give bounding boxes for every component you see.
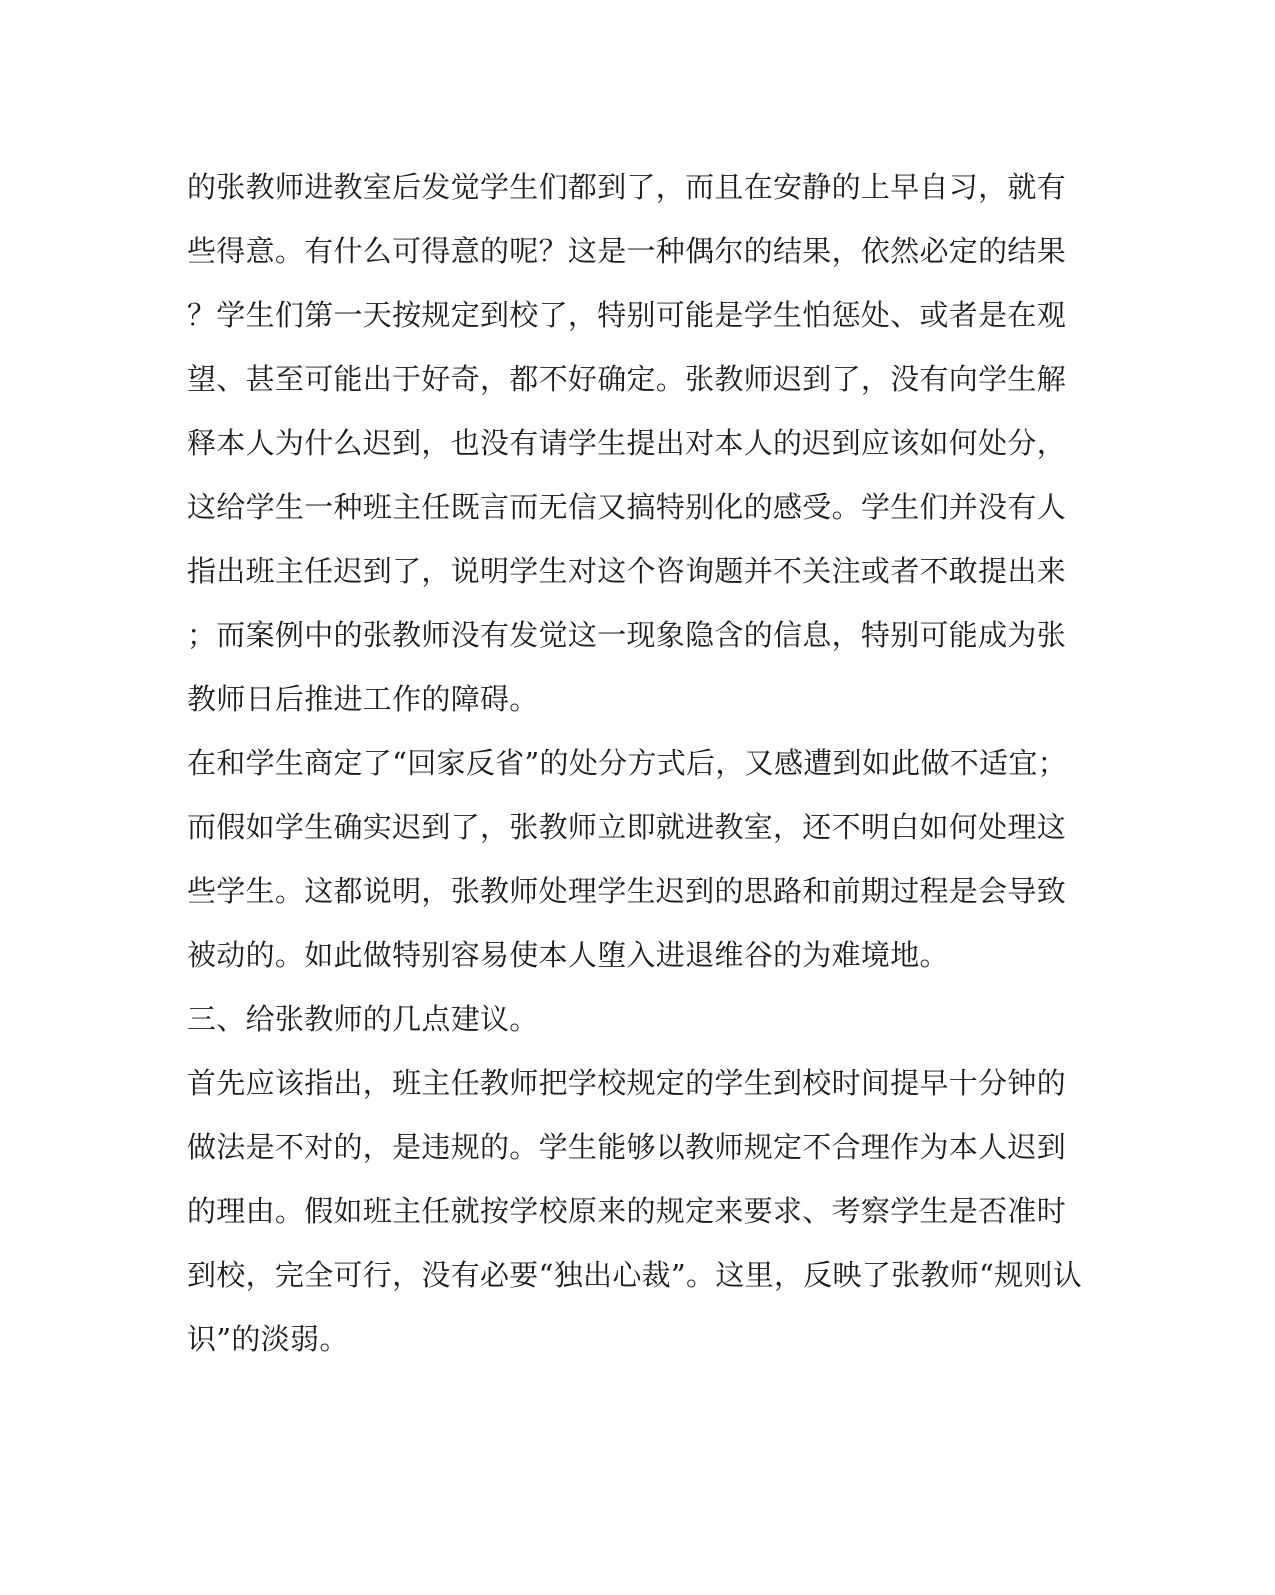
text-line: 释本人为什么迟到，也没有请学生提出对本人的迟到应该如何处分， xyxy=(187,426,1067,460)
text-line: 指出班主任迟到了，说明学生对这个咨询题并不关注或者不敢提出来 xyxy=(187,554,1067,588)
text-line: 做法是不对的，是违规的。学生能够以教师规定不合理作为本人迟到 xyxy=(187,1130,1067,1164)
text-line: 望、甚至可能出于好奇，都不好确定。张教师迟到了，没有向学生解 xyxy=(187,362,1067,396)
text-line: 识”的淡弱。 xyxy=(187,1322,349,1356)
text-line: ；而案例中的张教师没有发觉这一现象隐含的信息，特别可能成为张 xyxy=(187,618,1067,652)
text-line: 的理由。假如班主任就按学校原来的规定来要求、考察学生是否准时 xyxy=(187,1194,1067,1228)
text-line: 这给学生一种班主任既言而无信又搞特别化的感受。学生们并没有人 xyxy=(187,490,1067,524)
text-line: 首先应该指出，班主任教师把学校规定的学生到校时间提早十分钟的 xyxy=(187,1066,1067,1100)
body-text xyxy=(187,155,1083,1371)
text-line: 在和学生商定了“回家反省”的处分方式后，又感遭到如此做不适宜； xyxy=(187,746,1067,780)
text-line: 到校，完全可行，没有必要“独出心裁”。这里，反映了张教师“规则认 xyxy=(187,1258,1083,1292)
section-heading: 三、给张教师的几点建议。 xyxy=(187,1002,539,1036)
text-line: ？学生们第一天按规定到校了，特别可能是学生怕惩处、或者是在观 xyxy=(187,298,1067,332)
text-line: 被动的。如此做特别容易使本人堕入进退维谷的为难境地。 xyxy=(187,938,949,972)
text-line: 的张教师进教室后发觉学生们都到了，而且在安静的上早自习，就有 xyxy=(187,170,1067,204)
text-line: 教师日后推进工作的障碍。 xyxy=(187,682,539,716)
text-line: 些得意。有什么可得意的呢？这是一种偶尔的结果，依然必定的结果 xyxy=(187,234,1067,268)
text-line: 而假如学生确实迟到了，张教师立即就进教室，还不明白如何处理这 xyxy=(187,810,1067,844)
text-line: 些学生。这都说明，张教师处理学生迟到的思路和前期过程是会导致 xyxy=(187,874,1067,908)
